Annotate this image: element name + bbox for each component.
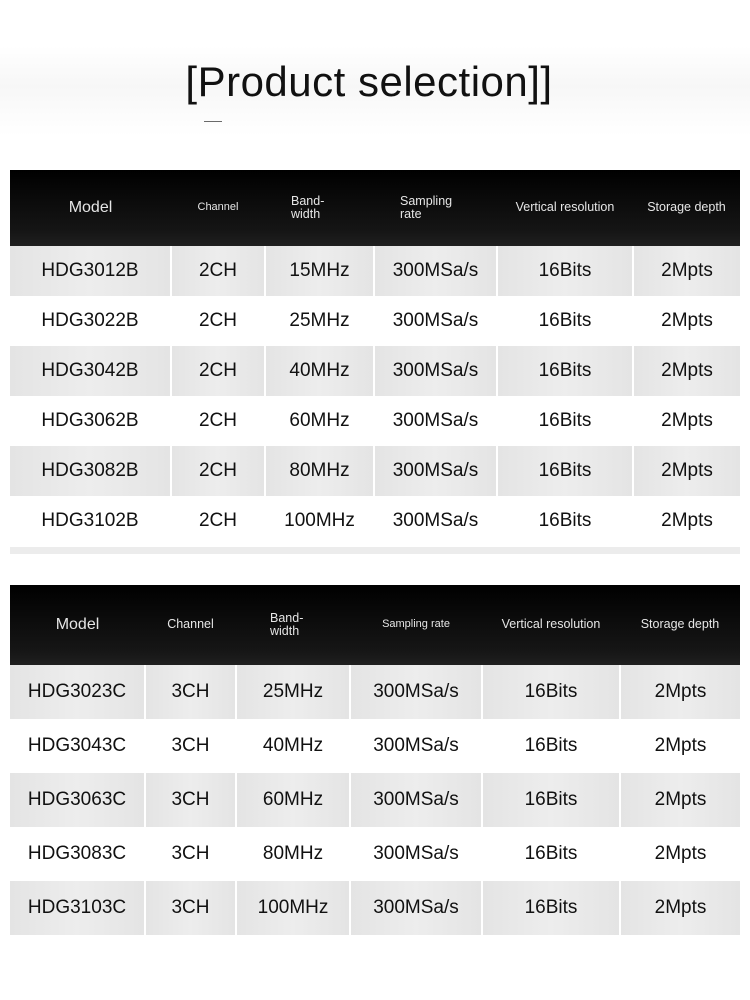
header-channel: Channel (171, 170, 265, 246)
page-title: [Product selection]] (185, 58, 553, 105)
header-sampling-rate: Sampling rate (374, 170, 497, 246)
header-sampling-rate: Sampling rate (350, 585, 482, 665)
cell-sampling-rate: 300MSa/s (350, 827, 482, 881)
three-channel-spec-table (10, 585, 740, 935)
cell-channel: 3CH (145, 773, 236, 827)
cell-bandwidth: 100MHz (265, 496, 374, 546)
cell-vertical-resolution: 16Bits (497, 246, 633, 296)
header-storage-depth: Storage depth (620, 585, 740, 665)
cell-storage-depth: 2Mpts (633, 496, 740, 546)
cell-channel: 3CH (145, 827, 236, 881)
header-channel: Channel (145, 585, 236, 665)
table-row (10, 827, 740, 881)
table-row (10, 396, 740, 446)
cell-sampling-rate: 300MSa/s (374, 446, 497, 496)
cell-sampling-rate: 300MSa/s (374, 346, 497, 396)
cell-channel: 2CH (171, 346, 265, 396)
cell-bandwidth: 60MHz (265, 396, 374, 446)
table-row (10, 773, 740, 827)
cell-model: HDG3043C (10, 719, 145, 773)
cell-model: HDG3103C (10, 881, 145, 935)
cell-model: HDG3102B (10, 496, 171, 546)
header-model: Model (10, 585, 145, 665)
cell-sampling-rate: 300MSa/s (374, 246, 497, 296)
header-vertical-resolution: Vertical resolution (482, 585, 620, 665)
cell-storage-depth: 2Mpts (620, 773, 740, 827)
header-model: Model (10, 170, 171, 246)
cell-storage-depth: 2Mpts (633, 346, 740, 396)
cell-vertical-resolution: 16Bits (497, 346, 633, 396)
table-row (10, 296, 740, 346)
cell-bandwidth: 25MHz (236, 665, 350, 719)
cell-model: HDG3022B (10, 296, 171, 346)
cell-channel: 3CH (145, 719, 236, 773)
header-bandwidth: Band- width (265, 170, 374, 246)
cell-channel: 2CH (171, 296, 265, 346)
header-vertical-resolution: Vertical resolution (497, 170, 633, 246)
table-row (10, 496, 740, 546)
cell-vertical-resolution: 16Bits (497, 496, 633, 546)
cell-vertical-resolution: 16Bits (497, 446, 633, 496)
cell-storage-depth: 2Mpts (620, 665, 740, 719)
cell-channel: 3CH (145, 881, 236, 935)
cell-vertical-resolution: 16Bits (482, 773, 620, 827)
cell-bandwidth: 25MHz (265, 296, 374, 346)
cell-vertical-resolution: 16Bits (497, 296, 633, 346)
cell-storage-depth: 2Mpts (620, 881, 740, 935)
cell-sampling-rate: 300MSa/s (350, 773, 482, 827)
table-bottom-bar (10, 547, 740, 554)
table-row (10, 346, 740, 396)
cell-bandwidth: 40MHz (236, 719, 350, 773)
table-row (10, 665, 740, 719)
cell-sampling-rate: 300MSa/s (350, 665, 482, 719)
cell-channel: 2CH (171, 446, 265, 496)
cell-channel: 2CH (171, 496, 265, 546)
cell-model: HDG3063C (10, 773, 145, 827)
table-row (10, 246, 740, 296)
cell-storage-depth: 2Mpts (633, 246, 740, 296)
cell-channel: 2CH (171, 246, 265, 296)
cell-storage-depth: 2Mpts (633, 446, 740, 496)
cell-bandwidth: 80MHz (236, 827, 350, 881)
table-row (10, 446, 740, 496)
cell-model: HDG3083C (10, 827, 145, 881)
cell-bandwidth: 100MHz (236, 881, 350, 935)
cell-sampling-rate: 300MSa/s (374, 296, 497, 346)
cell-bandwidth: 15MHz (265, 246, 374, 296)
table-row (10, 881, 740, 935)
cell-sampling-rate: 300MSa/s (374, 396, 497, 446)
cell-model: HDG3023C (10, 665, 145, 719)
cell-bandwidth: 40MHz (265, 346, 374, 396)
table-header-row (10, 170, 740, 246)
cell-channel: 3CH (145, 665, 236, 719)
cell-channel: 2CH (171, 396, 265, 446)
cell-bandwidth: 60MHz (236, 773, 350, 827)
cell-storage-depth: 2Mpts (633, 296, 740, 346)
title-divider (204, 121, 222, 122)
cell-storage-depth: 2Mpts (620, 827, 740, 881)
cell-model: HDG3042B (10, 346, 171, 396)
cell-model: HDG3062B (10, 396, 171, 446)
cell-vertical-resolution: 16Bits (482, 827, 620, 881)
cell-vertical-resolution: 16Bits (482, 719, 620, 773)
table-row (10, 719, 740, 773)
cell-storage-depth: 2Mpts (620, 719, 740, 773)
cell-vertical-resolution: 16Bits (482, 881, 620, 935)
cell-sampling-rate: 300MSa/s (350, 881, 482, 935)
cell-vertical-resolution: 16Bits (497, 396, 633, 446)
cell-model: HDG3082B (10, 446, 171, 496)
cell-model: HDG3012B (10, 246, 171, 296)
header-storage-depth: Storage depth (633, 170, 740, 246)
cell-storage-depth: 2Mpts (633, 396, 740, 446)
header-bandwidth: Band- width (236, 585, 350, 665)
table-header-row (10, 585, 740, 665)
cell-sampling-rate: 300MSa/s (350, 719, 482, 773)
cell-vertical-resolution: 16Bits (482, 665, 620, 719)
two-channel-spec-table (10, 170, 740, 546)
cell-bandwidth: 80MHz (265, 446, 374, 496)
cell-sampling-rate: 300MSa/s (374, 496, 497, 546)
